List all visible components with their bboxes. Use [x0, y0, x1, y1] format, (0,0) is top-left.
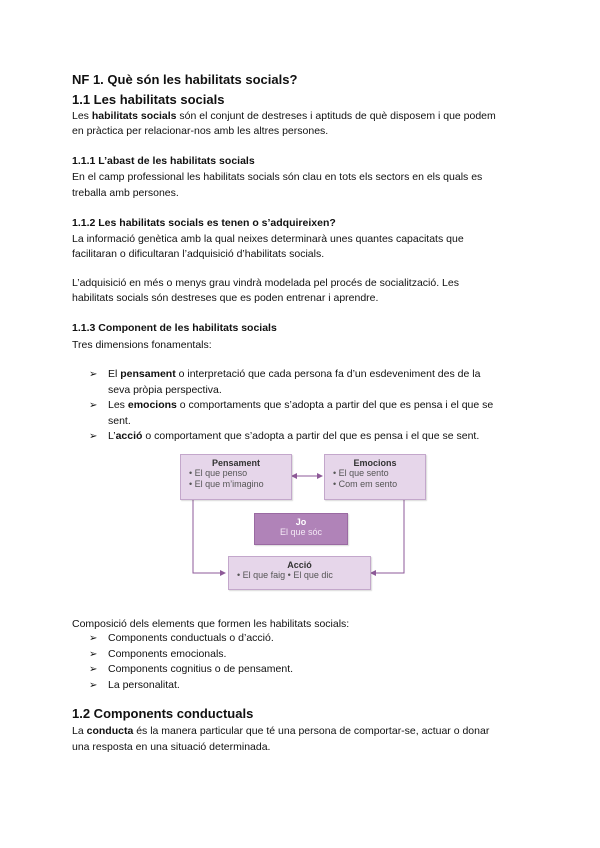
box-item: • El que penso — [189, 468, 248, 478]
accio-box — [228, 556, 371, 590]
arrow-bullet-icon: ➢ — [89, 633, 98, 644]
paragraph-cont: habilitats socials són destreses que es poden entrenar i aprendre. — [72, 292, 379, 304]
arrow-bullet-icon: ➢ — [89, 369, 98, 380]
box-item: • Com em sento — [333, 479, 398, 489]
list-item: ➢ La personalitat. — [108, 678, 528, 694]
jo-box — [254, 513, 348, 545]
box-title: Emocions — [353, 458, 397, 468]
list-item: ➢ El pensament o interpretació que cada persona fa d’un esdeveniment des de la — [108, 367, 528, 383]
paragraph-cont: treballa amb persones. — [72, 187, 179, 199]
components-diagram — [178, 452, 430, 590]
arrow-bullet-icon: ➢ — [89, 648, 98, 660]
document-title: NF 1. Què són les habilitats socials? — [72, 72, 298, 87]
paragraph-cont: en pràctica per relacionar-nos amb les altres persones. — [72, 125, 329, 137]
box-item: • El que faig • El que dic — [237, 570, 333, 580]
paragraph-cont: facilitaran o dificultaran l’adquisició d’habilitats socials. — [72, 248, 325, 260]
list-item: ➢ Les emocions o comportaments que s’adopta a partir del que es pensa i el que se — [108, 398, 528, 414]
section-1-1-3-heading: 1.1.3 Component de les habilitats socials — [72, 322, 277, 334]
list-item-cont: seva pròpia perspectiva. — [108, 383, 222, 396]
box-item: • El que sento — [333, 468, 389, 478]
paragraph: Les habilitats socials són el conjunt de destreses i aptituds de què disposem i que podem — [72, 110, 496, 122]
paragraph: Composició dels elements que formen les habilitats socials: — [72, 618, 350, 630]
composicio-list — [89, 631, 528, 693]
paragraph: En el camp professional les habilitats socials són clau en tots els sectors en els quals es — [72, 171, 483, 183]
section-1-1-heading: 1.1 Les habilitats socials — [72, 92, 225, 107]
box-title: Pensament — [211, 458, 261, 468]
list-item: ➢ Components conductuals o d’acció. — [108, 631, 528, 647]
box-item: • El que m’imagino — [189, 479, 264, 489]
box-subtitle: El que sóc — [279, 527, 323, 537]
box-title: Jo — [295, 517, 307, 527]
arrow-bullet-icon: ➢ — [89, 431, 98, 442]
paragraph: La conducta és la manera particular que té una persona de comportar-se, actuar o donar — [72, 725, 490, 737]
arrow-bullet-icon: ➢ — [89, 400, 98, 411]
paragraph: La informació genètica amb la qual neixes determinarà unes quantes capacitats que — [72, 233, 464, 245]
paragraph: L’adquisició en més o menys grau vindrà modelada pel procés de socialització. Les — [72, 277, 459, 289]
section-1-2-heading: 1.2 Components conductuals — [72, 706, 254, 721]
emocions-box — [324, 454, 426, 500]
list-item: ➢ L’acció o comportament que s’adopta a partir del que es pensa i el que se sent. — [108, 429, 528, 445]
section-1-1-1-heading: 1.1.1 L’abast de les habilitats socials — [72, 155, 255, 167]
dimensions-list — [89, 367, 528, 445]
arrow-pensament-accio — [193, 500, 225, 573]
pensament-box — [180, 454, 292, 500]
arrow-emocions-accio — [371, 500, 404, 573]
list-item: ➢ Components emocionals. — [108, 647, 528, 663]
list-item-cont: sent. — [108, 414, 131, 427]
paragraph: Tres dimensions fonamentals: — [72, 339, 212, 351]
box-title: Acció — [287, 560, 312, 570]
arrow-bullet-icon: ➢ — [89, 664, 98, 675]
section-1-1-2-heading: 1.1.2 Les habilitats socials es tenen o s’adquireixen? — [72, 217, 336, 229]
paragraph-cont: una resposta en una situació determinada. — [72, 741, 271, 753]
arrow-bullet-icon: ➢ — [89, 679, 98, 691]
list-item: ➢ Components cognitius o de pensament. — [108, 662, 528, 678]
